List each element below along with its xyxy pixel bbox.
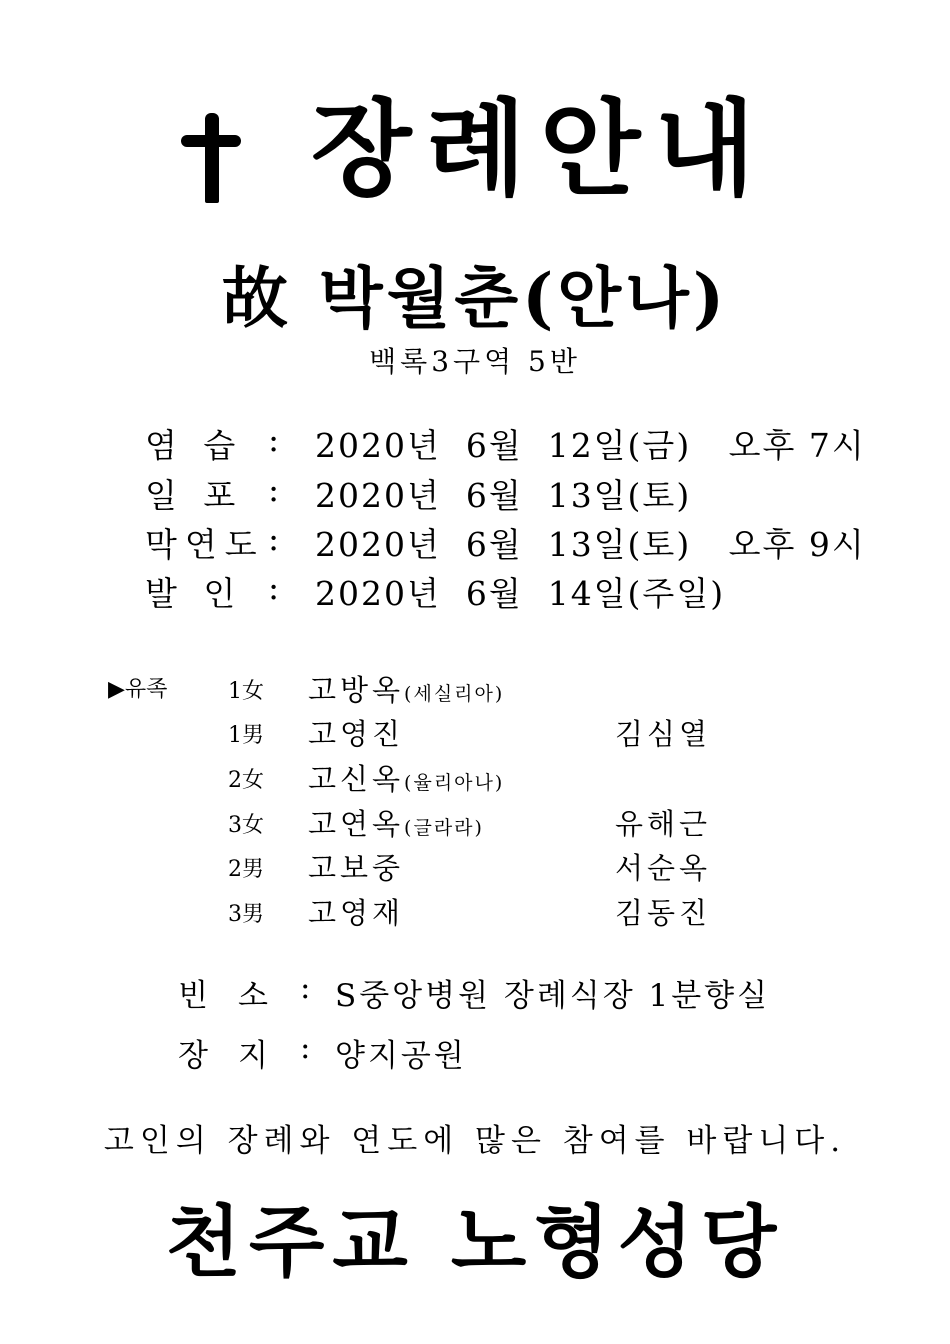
spouse-name: 김심열 — [615, 717, 712, 751]
cross-icon — [181, 113, 241, 203]
family-row — [0, 668, 950, 708]
family-row — [0, 802, 950, 842]
colon: : — [268, 420, 280, 459]
baptismal-name: (세실리아) — [404, 683, 505, 705]
baptismal-name: (율리아나) — [404, 772, 505, 794]
burial-value: 양지공원 — [335, 1038, 467, 1074]
schedule-value: 2020년 6월 13일(토) — [315, 476, 692, 515]
relation: 1男 — [228, 723, 264, 748]
district: 백록3구역 5반 — [369, 345, 581, 378]
schedule-label: 막연도 — [145, 525, 265, 564]
funeral-home-row — [0, 970, 950, 1014]
relation: 3男 — [228, 902, 264, 927]
name-text: 고영재 — [308, 896, 405, 930]
spouse-name: 유해근 — [615, 807, 712, 841]
invitation-message: 고인의 장례와 연도에 많은 참여를 바랍니다. — [103, 1123, 847, 1159]
spouse-name: 서순옥 — [615, 851, 712, 885]
relation: 1女 — [228, 679, 264, 704]
church-name: 천주교 노형성당 — [165, 1197, 785, 1288]
spouse-name: 김동진 — [615, 896, 712, 930]
page-title — [0, 65, 950, 215]
family-name — [308, 668, 504, 709]
schedule-row-balin — [0, 568, 950, 613]
colon: : — [300, 1030, 314, 1066]
funeral-home-value: S중앙병원 장례식장 1분향실 — [335, 978, 771, 1014]
family-row — [0, 846, 950, 886]
schedule-row-yeomseup — [0, 420, 950, 465]
schedule-value: 2020년 6월 14일(주일) — [315, 574, 726, 613]
schedule-label: 일 포 — [145, 476, 244, 515]
family-name — [308, 891, 404, 932]
family-name — [308, 802, 484, 843]
colon: : — [268, 519, 280, 558]
schedule-row-makyeondo — [0, 519, 950, 564]
family-name — [308, 712, 404, 753]
relation: 3女 — [228, 813, 264, 838]
schedule-value: 2020년 6월 12일(금) 오후 7시 — [315, 426, 866, 465]
schedule-label: 염 습 — [145, 426, 244, 465]
title-text: 장례안내 — [311, 87, 769, 210]
bereaved-label: ▶유족 — [108, 677, 168, 702]
colon: : — [268, 568, 280, 607]
burial-row — [0, 1030, 950, 1074]
name-text: 고연옥 — [308, 807, 405, 841]
colon: : — [268, 470, 280, 509]
relation: 2男 — [228, 857, 264, 882]
family-name — [308, 757, 504, 798]
name-text: 고신옥 — [308, 762, 405, 796]
relation: 2女 — [228, 768, 264, 793]
family-name — [308, 846, 404, 887]
family-row — [0, 712, 950, 752]
schedule-value: 2020년 6월 13일(토) 오후 9시 — [315, 525, 866, 564]
family-row — [0, 757, 950, 797]
baptismal-name: (글라라) — [404, 817, 484, 839]
burial-label: 장지 — [178, 1038, 298, 1074]
name-text: 고보중 — [308, 851, 405, 885]
schedule-row-ilpo — [0, 470, 950, 515]
schedule-label: 발 인 — [145, 574, 244, 613]
name-text: 고방옥 — [308, 673, 405, 707]
funeral-home-label: 빈소 — [178, 978, 298, 1014]
deceased-name: 故 박월춘(안나) — [221, 259, 729, 337]
name-text: 고영진 — [308, 717, 405, 751]
colon: : — [300, 970, 314, 1006]
family-row — [0, 891, 950, 931]
